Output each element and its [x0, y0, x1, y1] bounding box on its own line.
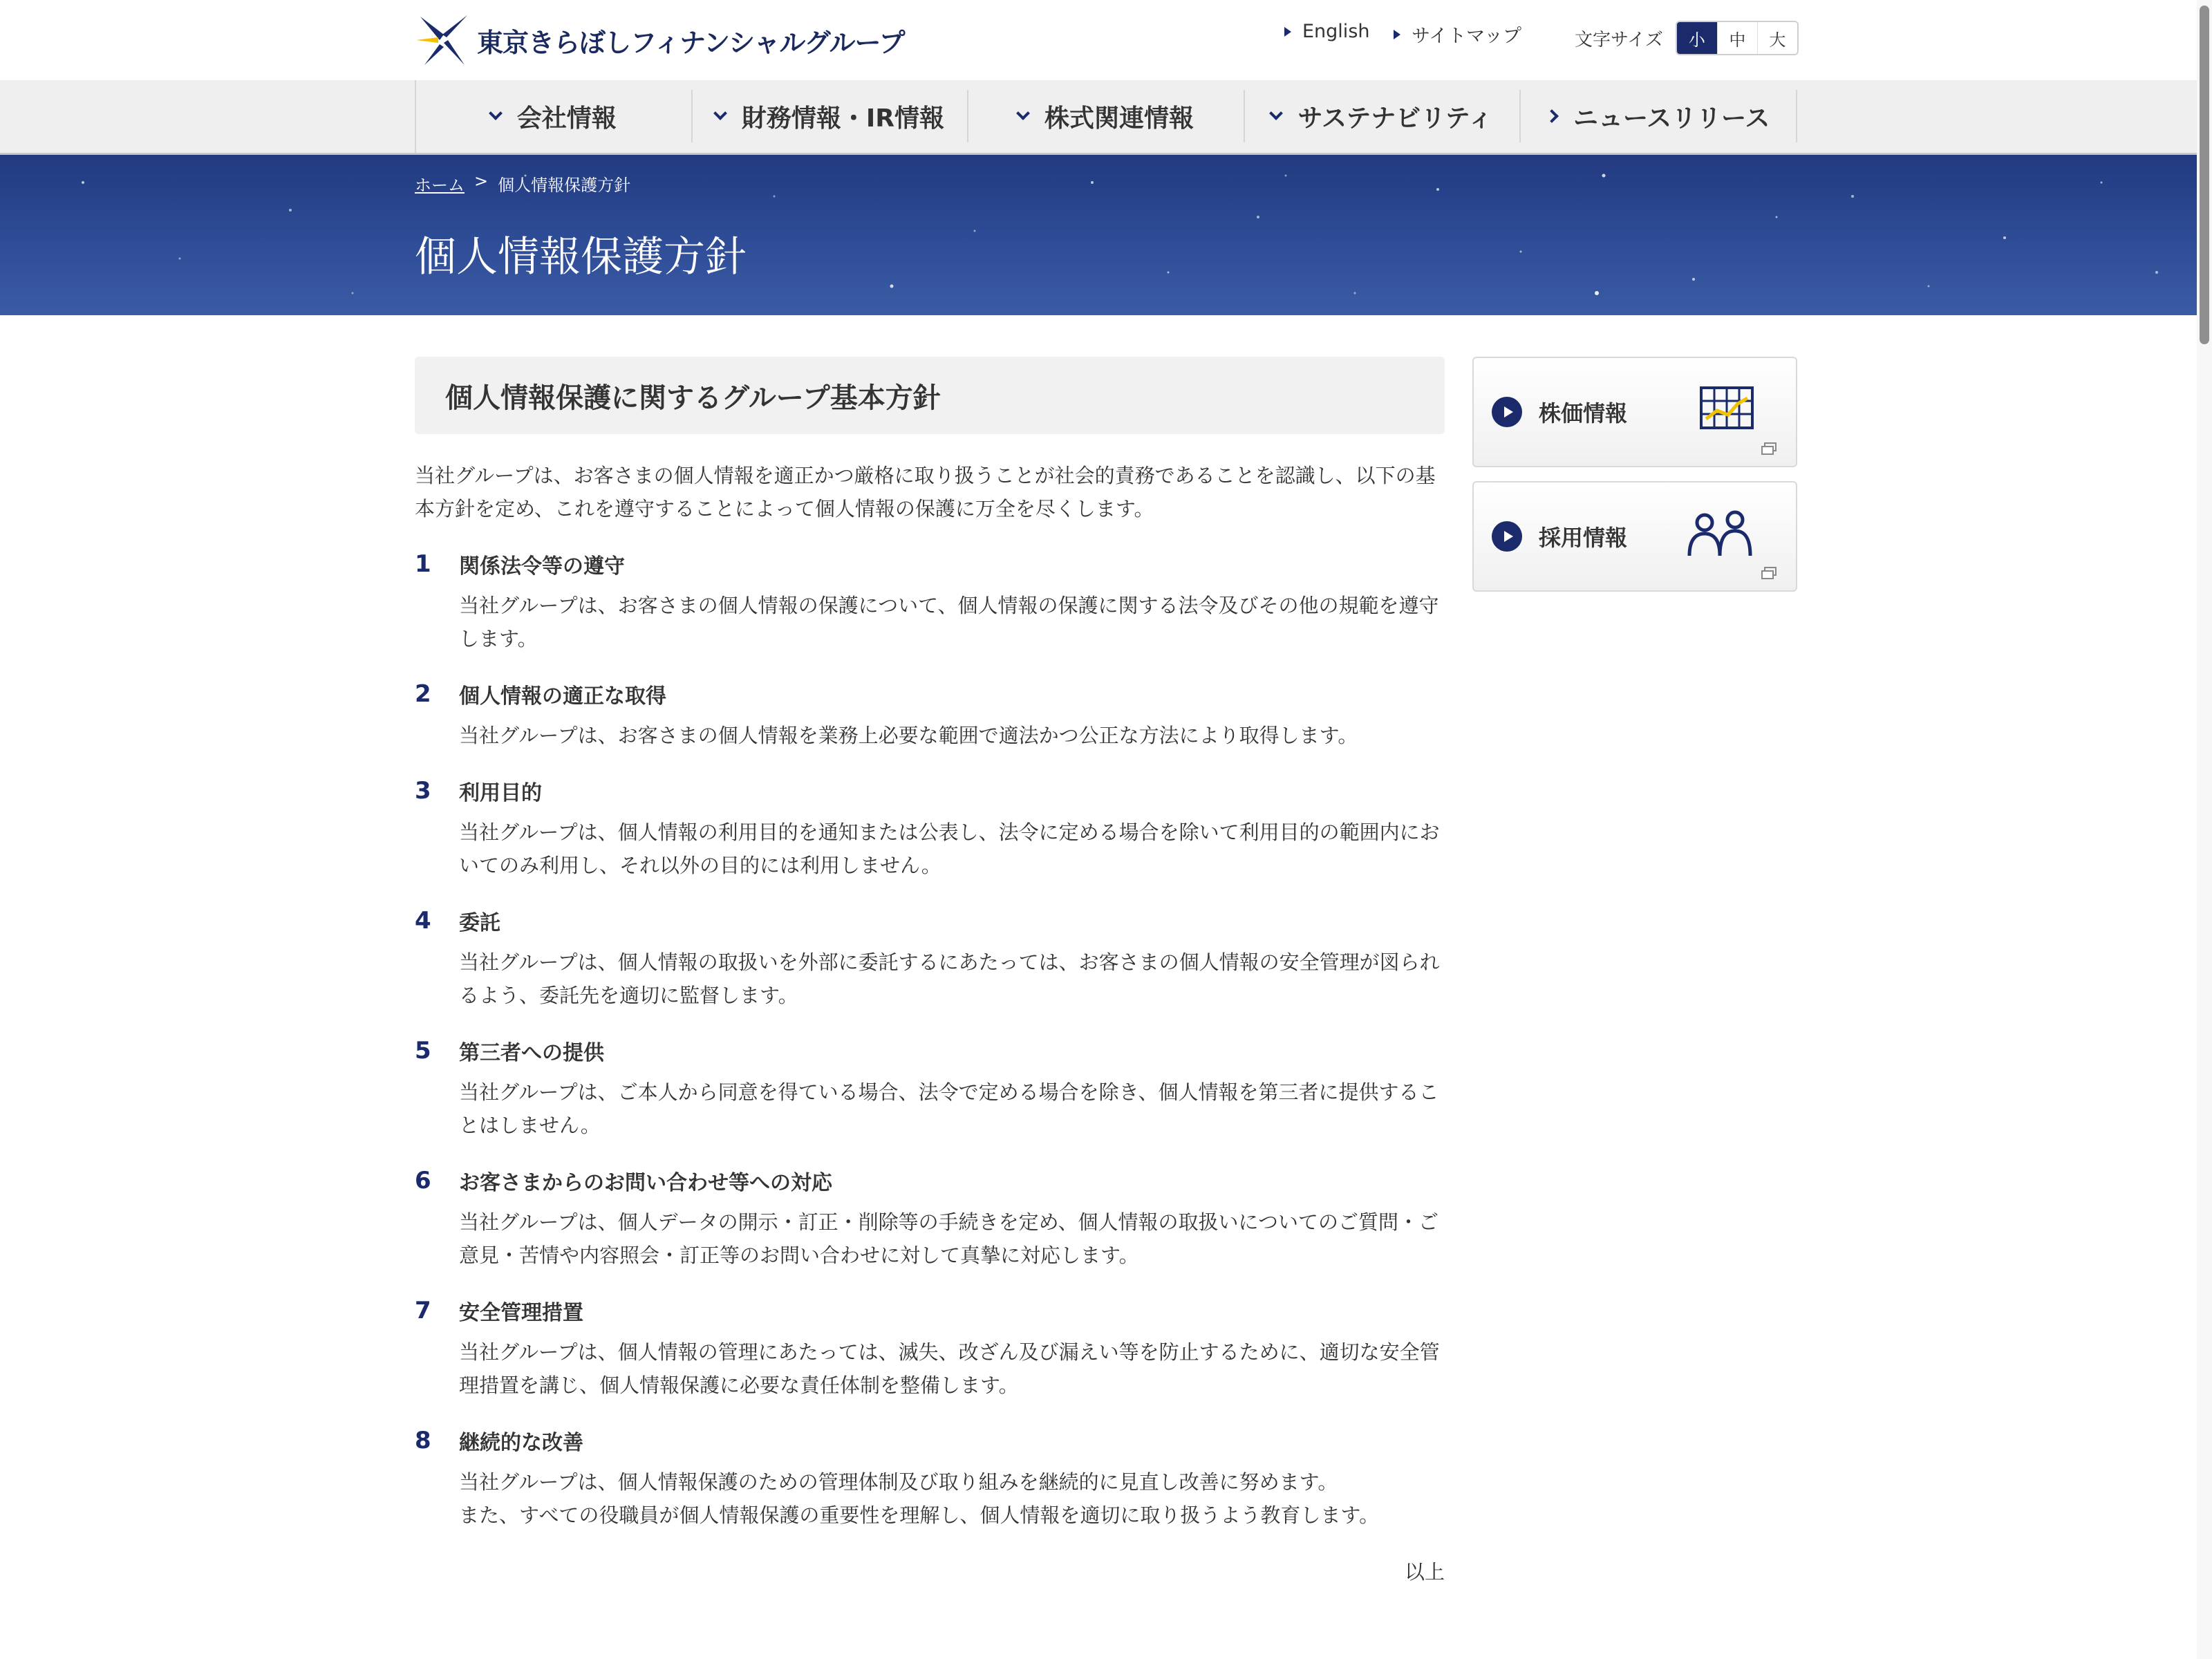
policy-title: 関係法令等の遵守 [459, 554, 625, 579]
policy-item [415, 774, 1445, 882]
font-size-switcher [1575, 21, 1799, 55]
stock-chart-icon [1699, 386, 1754, 430]
nav-item-label: サステナビリティ [1297, 104, 1493, 133]
banner-label: 採用情報 [1539, 525, 1628, 551]
policy-item [415, 1294, 1445, 1402]
nav-item-label: 財務情報・IR情報 [741, 104, 944, 133]
policy-number: 5 [415, 1037, 431, 1065]
nav-item-label: ニュースリリース [1573, 104, 1770, 133]
recruit-info-banner[interactable] [1472, 481, 1797, 592]
breadcrumb-separator: > [474, 171, 489, 191]
nav-item-label: 会社情報 [516, 104, 617, 133]
sitemap-link[interactable] [1394, 21, 1521, 48]
font-size-options [1676, 21, 1799, 55]
closing-text: 以上 [1404, 1560, 1445, 1584]
banner-label: 株価情報 [1539, 400, 1628, 427]
policy-number: 3 [415, 777, 431, 805]
policy-title: 利用目的 [459, 781, 542, 805]
policy-number: 6 [415, 1167, 431, 1194]
policy-title: 安全管理措置 [459, 1301, 583, 1325]
policy-item [415, 1424, 1445, 1532]
policy-title: お客さまからのお問い合わせ等への対応 [459, 1171, 832, 1195]
triangle-right-icon [1284, 27, 1291, 37]
chevron-down-icon [489, 106, 503, 120]
play-arrow-icon [1492, 397, 1522, 427]
english-link-label: English [1302, 21, 1370, 42]
policy-item [415, 547, 1445, 655]
policy-number: 7 [415, 1297, 431, 1324]
people-icon [1685, 510, 1754, 559]
page-scrollbar[interactable] [2197, 0, 2212, 1659]
sitemap-link-label: サイトマップ [1412, 26, 1522, 47]
policy-title: 第三者への提供 [459, 1041, 604, 1065]
intro-text: 当社グループは、お客さまの個人情報を適正かつ厳格に取り扱うことが社会的責務であることを認識し、以下の基本方針を定め、これを遵守することによって個人情報の保護に万全を尽くします。 [415, 464, 1436, 521]
policy-body: 当社グループは、個人情報の利用目的を通知または公表し、法令に定める場合を除いて利用目的の範囲内においてのみ利用し、それ以外の目的には利用しません。 [459, 821, 1440, 877]
main-content [415, 357, 1445, 1585]
policy-number: 2 [415, 680, 431, 708]
policy-item [415, 1164, 1445, 1272]
policy-number: 8 [415, 1427, 431, 1454]
policy-title: 継続的な改善 [459, 1431, 583, 1455]
chevron-down-icon [713, 106, 727, 120]
font-size-small-button[interactable]: 小 [1677, 22, 1717, 54]
policy-title: 委託 [459, 911, 500, 935]
font-size-label: 文字サイズ [1575, 29, 1663, 50]
stock-info-banner[interactable] [1472, 357, 1797, 467]
external-window-icon [1761, 442, 1777, 455]
policy-body: 当社グループは、ご本人から同意を得ている場合、法令で定める場合を除き、個人情報を第三者に提供することはしません。 [459, 1080, 1439, 1137]
policy-body-line: また、すべての役職員が個人情報保護の重要性を理解し、個人情報を適切に取り扱うよう教育します。 [459, 1503, 1380, 1527]
breadcrumb-current: 個人情報保護方針 [498, 176, 631, 195]
policy-body: 当社グループは、お客さまの個人情報を業務上必要な範囲で適法かつ公正な方法により取得します。 [459, 724, 1358, 747]
scrollbar-thumb[interactable] [2200, 6, 2209, 344]
page-title: 個人情報保護方針 [415, 233, 747, 281]
chevron-down-icon [1016, 106, 1030, 120]
policy-item [415, 1034, 1445, 1142]
nav-item-sustainability[interactable] [1245, 90, 1521, 142]
nav-item-stock[interactable] [968, 90, 1245, 142]
starfield-background [0, 155, 2212, 315]
nav-item-financial-ir[interactable] [693, 90, 969, 142]
logo-text: 東京きらぼしフィナンシャルグループ [477, 27, 905, 58]
nav-item-label: 株式関連情報 [1044, 104, 1194, 133]
policy-body: 当社グループは、個人データの開示・訂正・削除等の手続きを定め、個人情報の取扱いについてのご質問・ご意見・苦情や内容照会・訂正等のお問い合わせに対して真摯に対応します。 [459, 1210, 1438, 1267]
breadcrumb-home-link[interactable]: ホーム [415, 176, 465, 195]
page-hero [0, 155, 2212, 315]
policy-title: 個人情報の適正な取得 [459, 684, 666, 709]
global-nav [0, 80, 2212, 155]
policy-item [415, 904, 1445, 1012]
policy-body: 当社グループは、お客さまの個人情報の保護について、個人情報の保護に関する法令及びその他の規範を遵守します。 [459, 594, 1439, 650]
policy-body: 当社グループは、個人情報の管理にあたっては、滅失、改ざん及び漏えい等を防止するために、適切な安全管理措置を講じ、個人情報保護に必要な責任体制を整備します。 [459, 1340, 1440, 1397]
external-window-icon [1761, 567, 1777, 579]
breadcrumb [415, 171, 630, 196]
english-link[interactable] [1284, 21, 1370, 42]
sidebar [1472, 357, 1797, 606]
site-logo[interactable] [415, 11, 905, 69]
play-arrow-icon [1492, 521, 1522, 552]
chevron-right-icon [1545, 109, 1559, 123]
site-header [0, 0, 2212, 80]
section-heading: 個人情報保護に関するグループ基本方針 [415, 357, 1445, 434]
policy-body: 当社グループは、個人情報の取扱いを外部に委託するにあたっては、お客さまの個人情報の安全管理が図られるよう、委託先を適切に監督します。 [459, 950, 1440, 1007]
font-size-large-button[interactable]: 大 [1757, 22, 1797, 54]
policy-number: 1 [415, 550, 431, 578]
kirabosi-star-logo-icon [415, 12, 470, 68]
policy-item [415, 677, 1445, 752]
policy-body [459, 1465, 1445, 1532]
policy-number: 4 [415, 907, 431, 935]
triangle-right-icon [1394, 30, 1400, 39]
policy-body-line: 当社グループは、個人情報保護のための管理体制及び取り組みを継続的に見直し改善に努めます。 [459, 1470, 1338, 1494]
chevron-down-icon [1270, 106, 1284, 120]
nav-item-news[interactable] [1521, 90, 1797, 142]
font-size-medium-button[interactable]: 中 [1717, 22, 1757, 54]
nav-item-company[interactable] [416, 90, 693, 142]
